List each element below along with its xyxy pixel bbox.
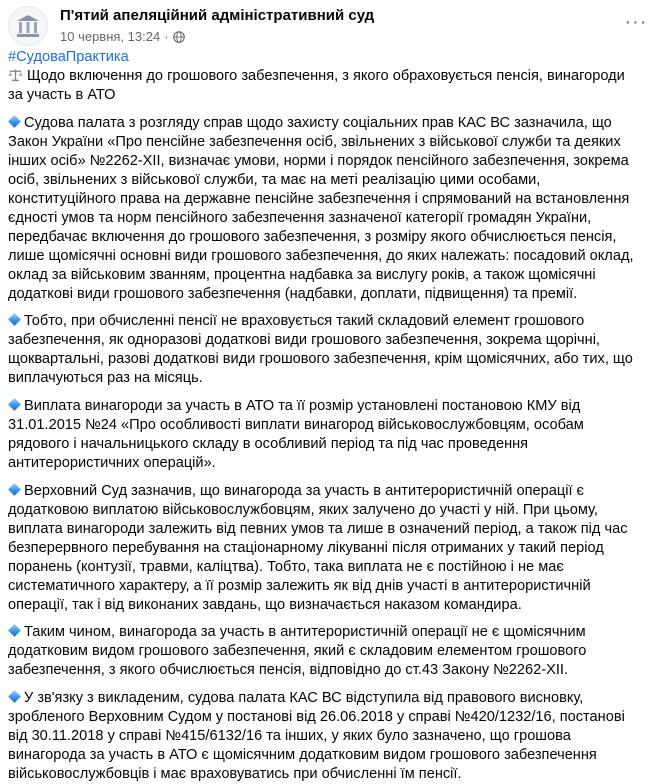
paragraph-line: забезпечення, як одноразові додаткові види грошового забезпечення, зокрема щорічні,	[8, 332, 600, 349]
paragraph-line	[8, 689, 656, 708]
paragraph-line: безперервного перебування на стаціонарному лікуванні після отриманих у такий період	[8, 539, 604, 556]
paragraph-line: зробленого Верховним Судом у постанові від 26.06.2018 у справі №420/1232/16, постанові	[8, 709, 625, 726]
paragraph-line: військовослужбовців і має враховуватись при обчисленні їм пенсії.	[8, 766, 462, 783]
small-blue-diamond-icon	[8, 115, 21, 128]
small-blue-diamond-icon	[8, 398, 21, 411]
paragraph-line	[8, 482, 656, 501]
paragraph-line: додаткові види грошового забезпечення (надбавки, доплати, підвищення) та премії.	[8, 285, 578, 302]
paragraph-line: виплата винагороди залежить від певних умов та лише в означений період, а також під час	[8, 520, 628, 537]
paragraph-1	[8, 114, 656, 304]
globe-icon[interactable]	[173, 31, 185, 43]
paragraph-text: Судова палата з розгляду справ щодо захисту соціальних прав КАС ВС зазначила, що	[24, 114, 612, 131]
paragraph-5	[8, 623, 656, 680]
paragraph-text: У зв'язку з викладеним, судова палата КАС ВС відступила від правового висновку,	[24, 690, 584, 707]
paragraph-line: виплачуються раз на місяць.	[8, 370, 203, 387]
paragraph-line	[8, 397, 656, 416]
paragraph-text: Таким чином, винагорода за участь в антитерористичній операції не є щомісячним	[24, 624, 586, 641]
paragraph-line: 31.01.2015 №24 «Про особливості виплати винагород військовослужбовцям, особам	[8, 417, 584, 434]
paragraph-line: Закон України «Про пенсійне забезпечення осіб, звільнених з військової служби та деяких	[8, 133, 621, 150]
small-blue-diamond-icon	[8, 690, 21, 703]
paragraph-3	[8, 397, 656, 473]
paragraph-line: передбачає включення до грошового забезпечення, з розміру якого обчислюється пенсія,	[8, 228, 617, 245]
paragraph-text: Верховний Суд зазначив, що винагорода за участь в антитерористичній операції є	[24, 482, 585, 499]
paragraph-line	[8, 312, 656, 331]
paragraph-line: рядового і начальницького складу в особливий період та під час проведення	[8, 436, 529, 453]
paragraph-line: оклад за військовим званням, процентна надбавка за вислугу років, а також щомісячні	[8, 266, 596, 283]
post-meta	[60, 29, 185, 44]
paragraph-line: додатковою виплатою військовослужбовцям, яких залучено до участі у ній. При цьому,	[8, 501, 598, 518]
paragraph-4	[8, 482, 656, 615]
paragraph-line: систематичного характеру, а її розмір залежить як від днів участі в антитерористичній	[8, 577, 591, 594]
paragraph-line: інших осіб» №2262-ХІІ, визначає умови, норми і порядок пенсійного забезпечення, зокрема	[8, 152, 629, 169]
hashtag-link[interactable]: #СудоваПрактика	[8, 49, 129, 65]
paragraph-line: конституційного права на державне пенсійне забезпечення і спрямований на встановлення	[8, 190, 630, 207]
paragraph-line: поранень (контузії, травми, каліцтва). Тобто, така виплата не є постійною і не має	[8, 558, 564, 575]
paragraph-line: забезпечення, з якого обчислюється пенсія, відповідно до ст.43 Закону №2262-ХІІ.	[8, 662, 569, 679]
paragraph-line: винагорода за участь в АТО є щомісячним додатковим видом грошового забезпечення	[8, 747, 597, 764]
paragraph-line: операції, так і від виконаних завдань, що визначається наказом командира.	[8, 596, 522, 613]
paragraph-line: осіб, звільнених з військової служби, та має на меті реалізацію цими особами,	[8, 171, 541, 188]
page-avatar[interactable]	[8, 6, 48, 46]
small-blue-diamond-icon	[8, 625, 21, 638]
paragraph-line: антитерористичних операцій».	[8, 455, 216, 472]
paragraph-line: лише щомісячні основні види грошового забезпечення, до яких належать: посадовий оклад,	[8, 247, 634, 264]
post-timestamp[interactable]: 10 червня, 13:24	[60, 29, 161, 44]
title-line: за участь в АТО	[8, 87, 116, 103]
post-title	[8, 67, 656, 105]
court-logo-icon	[9, 7, 47, 45]
paragraph-line	[8, 623, 656, 642]
title-text: Щодо включення до грошового забезпечення, з якого обраховується пенсія, винагороди	[27, 68, 625, 84]
paragraph-line	[8, 114, 656, 133]
paragraph-text: Тобто, при обчисленні пенсії не враховується такий складовий елемент грошового	[24, 313, 585, 330]
page-name-link[interactable]: П'ятий апеляційний адміністративний суд	[60, 7, 375, 24]
paragraph-text: Виплата винагороди за участь в АТО та її розмір установлені постановою КМУ від	[24, 398, 581, 415]
paragraph-line: від 30.11.2018 у справі №415/6132/16 та інших, у яких було зазначено, що грошова	[8, 728, 571, 745]
small-blue-diamond-icon	[8, 314, 21, 327]
paragraph-2	[8, 312, 656, 388]
paragraph-line: щоквартальні, разові додаткові види грошового забезпечення, крім щомісячних, або тих, що	[8, 351, 633, 368]
paragraph-line: єдності умов та норм пенсійного забезпечення зазначеної категорії громадян України,	[8, 209, 592, 226]
title-line	[8, 67, 656, 86]
meta-separator: ·	[164, 29, 169, 44]
scales-icon	[8, 68, 23, 82]
paragraph-6	[8, 689, 656, 784]
small-blue-diamond-icon	[8, 483, 21, 496]
post-header	[8, 6, 654, 46]
more-options-button[interactable]: ···	[624, 10, 648, 33]
post-body	[8, 48, 656, 784]
paragraph-line: додатковим видом грошового забезпечення, який є складовим елементом грошового	[8, 643, 587, 660]
